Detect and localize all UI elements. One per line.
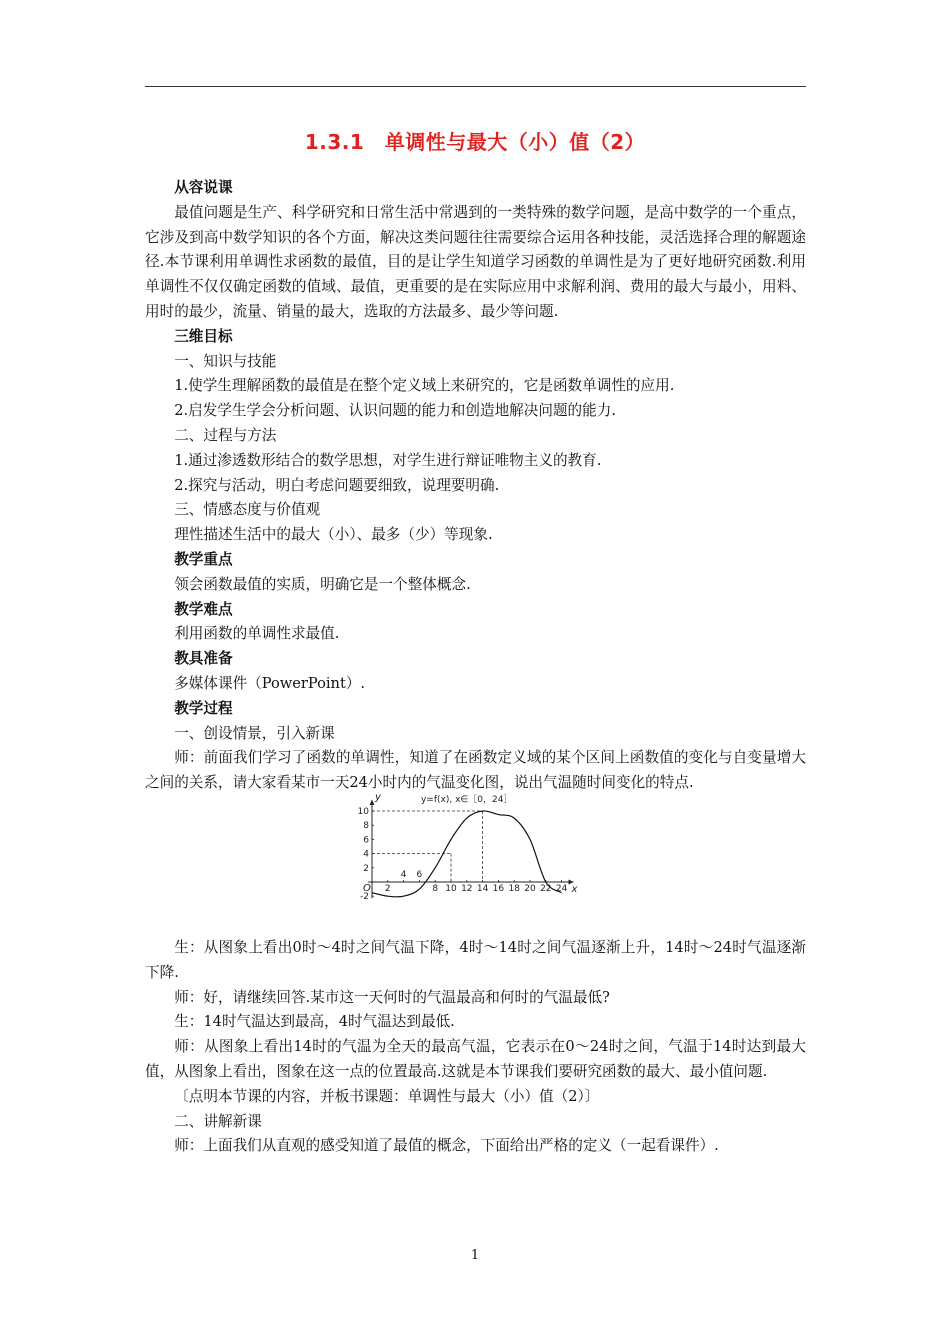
paragraph: 利用函数的单调性求最值. (174, 625, 340, 643)
paragraphs-after-figure (145, 936, 806, 1159)
temperature-chart (350, 791, 590, 918)
y-tick-label: 8 (363, 821, 369, 832)
y-tick-label: -2 (360, 892, 369, 903)
x-tick-label: 4 (400, 869, 407, 880)
section-heading: 从容说课 (174, 179, 233, 196)
paragraph: 生：14时气温达到最高，4时气温达到最低. (174, 1013, 455, 1031)
y-axis-label: y (375, 791, 381, 803)
paragraph: 2.启发学生学会分析问题、认识问题的能力和创造地解决问题的能力. (174, 402, 616, 420)
x-tick-label: 10 (445, 883, 457, 894)
paragraph: 师：前面我们学习了函数的单调性，知道了在函数定义域的某个区间上函数值的变化与自变量增大之间的关系，请大家看某市一天24小时内的气温变化图，说出气温随时间变化的特点. (145, 749, 806, 792)
paragraph: 一、知识与技能 (174, 352, 277, 370)
section-heading: 教具准备 (174, 650, 233, 668)
paragraph: 师：好，请继续回答.某市这一天何时的气温最高和何时的气温最低? (174, 988, 610, 1006)
paragraph: 2.探究与活动，明白考虑问题要细致，说理要明确. (174, 476, 500, 494)
x-tick-label: 16 (492, 883, 505, 894)
paragraph: 多媒体课件（PowerPoint）. (174, 674, 366, 692)
paragraph: 1.通过渗透数形结合的数学思想，对学生进行辩证唯物主义的教育. (174, 451, 602, 469)
paragraphs-before-figure (145, 176, 806, 796)
y-axis-arrow (370, 800, 375, 805)
x-tick-label: 6 (416, 869, 423, 880)
origin-label: O (363, 882, 371, 894)
section-heading: 教学难点 (174, 600, 233, 618)
page-title: 1.3.1 单调性与最大（小）值（2） (304, 130, 646, 154)
x-axis-label: x (571, 883, 578, 895)
x-tick-label: 18 (508, 883, 520, 894)
x-tick-label: 2 (384, 883, 391, 894)
chart-title: y=f(x), x∈［0，24］ (420, 794, 513, 805)
paragraph: 理性描述生活中的最大（小）、最多（少）等现象. (174, 526, 493, 544)
y-tick-label: 4 (363, 849, 369, 860)
paragraph: 1.使学生理解函数的最值是在整个定义域上来研究的，它是函数单调性的应用. (174, 377, 675, 395)
x-tick-label: 24 (555, 883, 568, 894)
y-tick-label: 10 (357, 806, 369, 817)
paragraph: 二、过程与方法 (174, 426, 277, 444)
x-tick-label: 14 (476, 883, 489, 894)
paragraph: 〔点明本节课的内容，并板书课题：单调性与最大（小）值（2）〕 (174, 1087, 600, 1105)
x-tick-label: 8 (432, 883, 439, 894)
header-rule (145, 86, 806, 87)
y-tick-label: 6 (363, 835, 369, 846)
x-tick-label: 20 (524, 883, 536, 894)
y-tick-label: 2 (363, 863, 369, 874)
paragraph: 领会函数最值的实质，明确它是一个整体概念. (174, 575, 471, 593)
section-heading: 教学过程 (174, 699, 233, 717)
paragraph: 最值问题是生产、科学研究和日常生活中常遇到的一类特殊的数学问题，是高中数学的一个重点，它涉及到高中数学知识的各个方面，解决这类问题往往需要综合运用各种技能，灵活选择合理的解题途径.本节课利用单调性求函数的最值，目的是让学生知道学习函数的单调性是为了更好地研究函数.利用单调性不仅仅确定函数的值域、最值，更重要的是在实际应用中求解利润、费用的最大与最小，用料、用时的最少，流量、销量的最大，选取的方法最多、最少等问题. (145, 203, 806, 320)
section-heading: 教学重点 (174, 550, 233, 568)
x-tick-label: 12 (461, 883, 473, 894)
section-heading: 三维目标 (174, 327, 233, 345)
paragraph: 师：从图象上看出14时的气温为全天的最高气温，它表示在0～24时之间，气温于14时达到最大值，从图象上看出，图象在这一点的位置最高.这就是本节课我们要研究函数的最大、最小值问题. (145, 1038, 806, 1080)
paragraph: 一、创设情景，引入新课 (174, 724, 335, 742)
paragraph: 三、情感态度与价值观 (174, 501, 321, 519)
temperature-figure (145, 791, 806, 936)
paragraph: 二、讲解新课 (174, 1112, 262, 1130)
page-number: 1 (470, 1248, 480, 1263)
paragraph: 师：上面我们从直观的感受知道了最值的概念，下面给出严格的定义（一起看课件）. (174, 1137, 719, 1155)
x-tick-label: 22 (540, 883, 552, 894)
paragraph: 生：从图象上看出0时～4时之间气温下降，4时～14时之间气温逐渐上升，14时～24时气温逐渐下降. (145, 938, 806, 981)
document-body (145, 176, 806, 1159)
